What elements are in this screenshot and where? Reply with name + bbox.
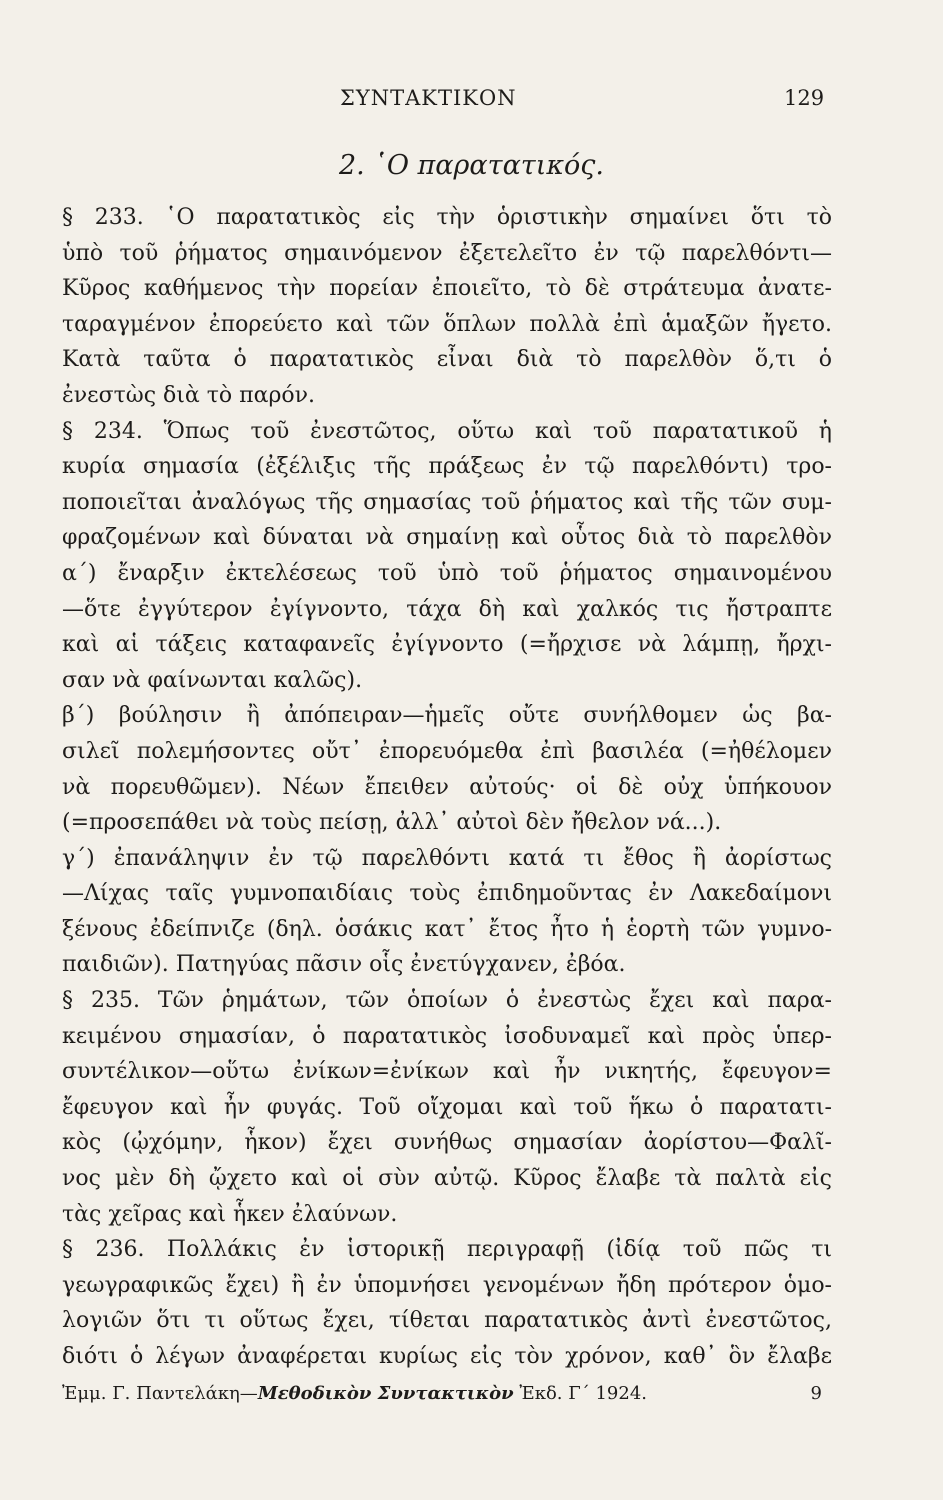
- text-line: γεωγραφικῶς ἔχει) ἢ ἐν ὑπομνήσει γενομένων ἤδη πρότερον ὁμο-: [62, 1272, 832, 1298]
- text-line: φραζομένων καὶ δύναται νὰ σημαίνῃ καὶ οὗτος διὰ τὸ παρελθὸν: [62, 525, 832, 551]
- body-text: [62, 200, 832, 1375]
- text-line: β´) βούλησιν ἢ ἀπόπειραν—ἡμεῖς οὔτε συνήλθομεν ὡς βα-: [62, 703, 832, 729]
- text-line: κειμένου σημασίαν, ὁ παρατατικὸς ἰσοδυναμεῖ καὶ πρὸς ὑπερ-: [62, 1023, 832, 1049]
- text-line: § 233. ῾Ο παρατατικὸς εἰς τὴν ὁριστικὴν σημαίνει ὅτι τὸ: [62, 205, 832, 230]
- text-line: ἔφευγον καὶ ἦν φυγάς. Τοῦ οἴχομαι καὶ τοῦ ἥκω ὁ παρατατι-: [62, 1094, 832, 1120]
- text-line: α´) ἔναρξιν ἐκτελέσεως τοῦ ὑπὸ τοῦ ῥήματος σημαινομένου: [62, 560, 832, 586]
- running-title: ΣΥΝΤΑΚΤΙΚΟΝ: [340, 86, 517, 110]
- text-line: ἐνεστὼς διὰ τὸ παρόν.: [62, 382, 316, 408]
- text-line: § 234. Ὅπως τοῦ ἐνεστῶτος, οὕτω καὶ τοῦ παρατατικοῦ ἡ: [62, 418, 832, 444]
- text-line: (=προσεπάθει νὰ τοὺς πείσῃ, ἀλλ᾽ αὐτοὶ δὲν ἤθελον νά...).: [62, 810, 722, 836]
- text-line: τὰς χεῖρας καὶ ἧκεν ἐλαύνων.: [62, 1201, 398, 1227]
- footer-edition: Ἐκδ. Γ´ 1924.: [513, 1383, 647, 1404]
- text-line: —ὅτε ἐγγύτερον ἐγίγνοντο, τάχα δὴ καὶ χαλκός τις ἤστραπτε: [62, 596, 832, 622]
- footer-book-title: Μεθοδικὸν Συντακτικὸν: [257, 1383, 514, 1404]
- text-line: σιλεῖ πολεμήσοντες οὔτ᾽ ἐπορευόμεθα ἐπὶ βασιλέα (=ἠθέλομεν: [62, 738, 832, 764]
- text-line: νὰ πορευθῶμεν). Νέων ἔπειθεν αὐτούς· οἱ δὲ οὐχ ὑπήκουον: [62, 774, 832, 800]
- text-line: νος μὲν δὴ ᾤχετο καὶ οἱ σὺν αὐτῷ. Κῦρος ἔλαβε τὰ παλτὰ εἰς: [62, 1166, 832, 1192]
- text-line: ποποιεῖται ἀναλόγως τῆς σημασίας τοῦ ῥήματος καὶ τῆς τῶν συμ-: [62, 489, 832, 515]
- footer-sheet-number: 9: [810, 1383, 822, 1404]
- text-line: ταραγμένον ἐπορεύετο καὶ τῶν ὅπλων πολλὰ ἐπὶ ἁμαξῶν ἤγετο.: [62, 311, 832, 337]
- text-line: διότι ὁ λέγων ἀναφέρεται κυρίως εἰς τὸν χρόνον, καθ᾽ ὃν ἔλαβε: [62, 1344, 832, 1369]
- text-line: λογιῶν ὅτι τι οὕτως ἔχει, τίθεται παρατατικὸς ἀντὶ ἐνεστῶτος,: [62, 1308, 832, 1334]
- text-line: κυρία σημασία (ἐξέλιξις τῆς πράξεως ἐν τῷ παρελθόντι) τρο-: [62, 454, 832, 480]
- text-line: καὶ αἱ τάξεις καταφανεῖς ἐγίγνοντο (=ἤρχισε νὰ λάμπῃ, ἤρχι-: [62, 632, 832, 658]
- text-line: Κατὰ ταῦτα ὁ παρατατικὸς εἶναι διὰ τὸ παρελθὸν ὅ,τι ὁ: [62, 347, 832, 373]
- text-line: σαν νὰ φαίνωνται καλῶς).: [62, 667, 363, 693]
- page-header: [0, 78, 943, 118]
- text-line: Κῦρος καθήμενος τὴν πορείαν ἐποιεῖτο, τὸ δὲ στράτευμα ἀνατε-: [62, 276, 832, 302]
- text-line: § 235. Τῶν ῥημάτων, τῶν ὁποίων ὁ ἐνεστὼς ἔχει καὶ παρα-: [62, 988, 832, 1014]
- text-line: κὸς (ᾠχόμην, ἧκον) ἔχει συνήθως σημασίαν ἀορίστου—Φαλῖ-: [62, 1130, 832, 1156]
- text-line: συντέλικον—οὕτω ἐνίκων=ἐνίκων καὶ ἦν νικητής, ἔφευγον=: [62, 1059, 832, 1085]
- text-line: γ´) ἐπανάληψιν ἐν τῷ παρελθόντι κατά τι ἔθος ἢ ἀορίστως: [62, 845, 832, 871]
- section-heading: 2. ῾Ο παρατατικός.: [338, 150, 604, 181]
- footer-author: Ἐμμ. Γ. Παντελάκη—: [62, 1383, 258, 1404]
- text-line: ὑπὸ τοῦ ῥήματος σημαινόμενον ἐξετελεῖτο ἐν τῷ παρελθόντι—: [62, 240, 832, 266]
- page-footer: [62, 1378, 822, 1410]
- page-number: 129: [784, 86, 825, 110]
- text-line: —Λίχας ταῖς γυμνοπαιδίαις τοὺς ἐπιδημοῦντας ἐν Λακεδαίμονι: [62, 881, 832, 907]
- text-line: § 236. Πολλάκις ἐν ἱστορικῇ περιγραφῇ (ἰδίᾳ τοῦ πῶς τι: [62, 1237, 832, 1263]
- text-line: παιδιῶν). Πατηγύας πᾶσιν οἷς ἐνετύγχανεν, ἐβόα.: [62, 952, 626, 978]
- text-line: ξένους ἐδείπνιζε (δηλ. ὁσάκις κατ᾽ ἔτος ἦτο ἡ ἑορτὴ τῶν γυμνο-: [62, 916, 832, 942]
